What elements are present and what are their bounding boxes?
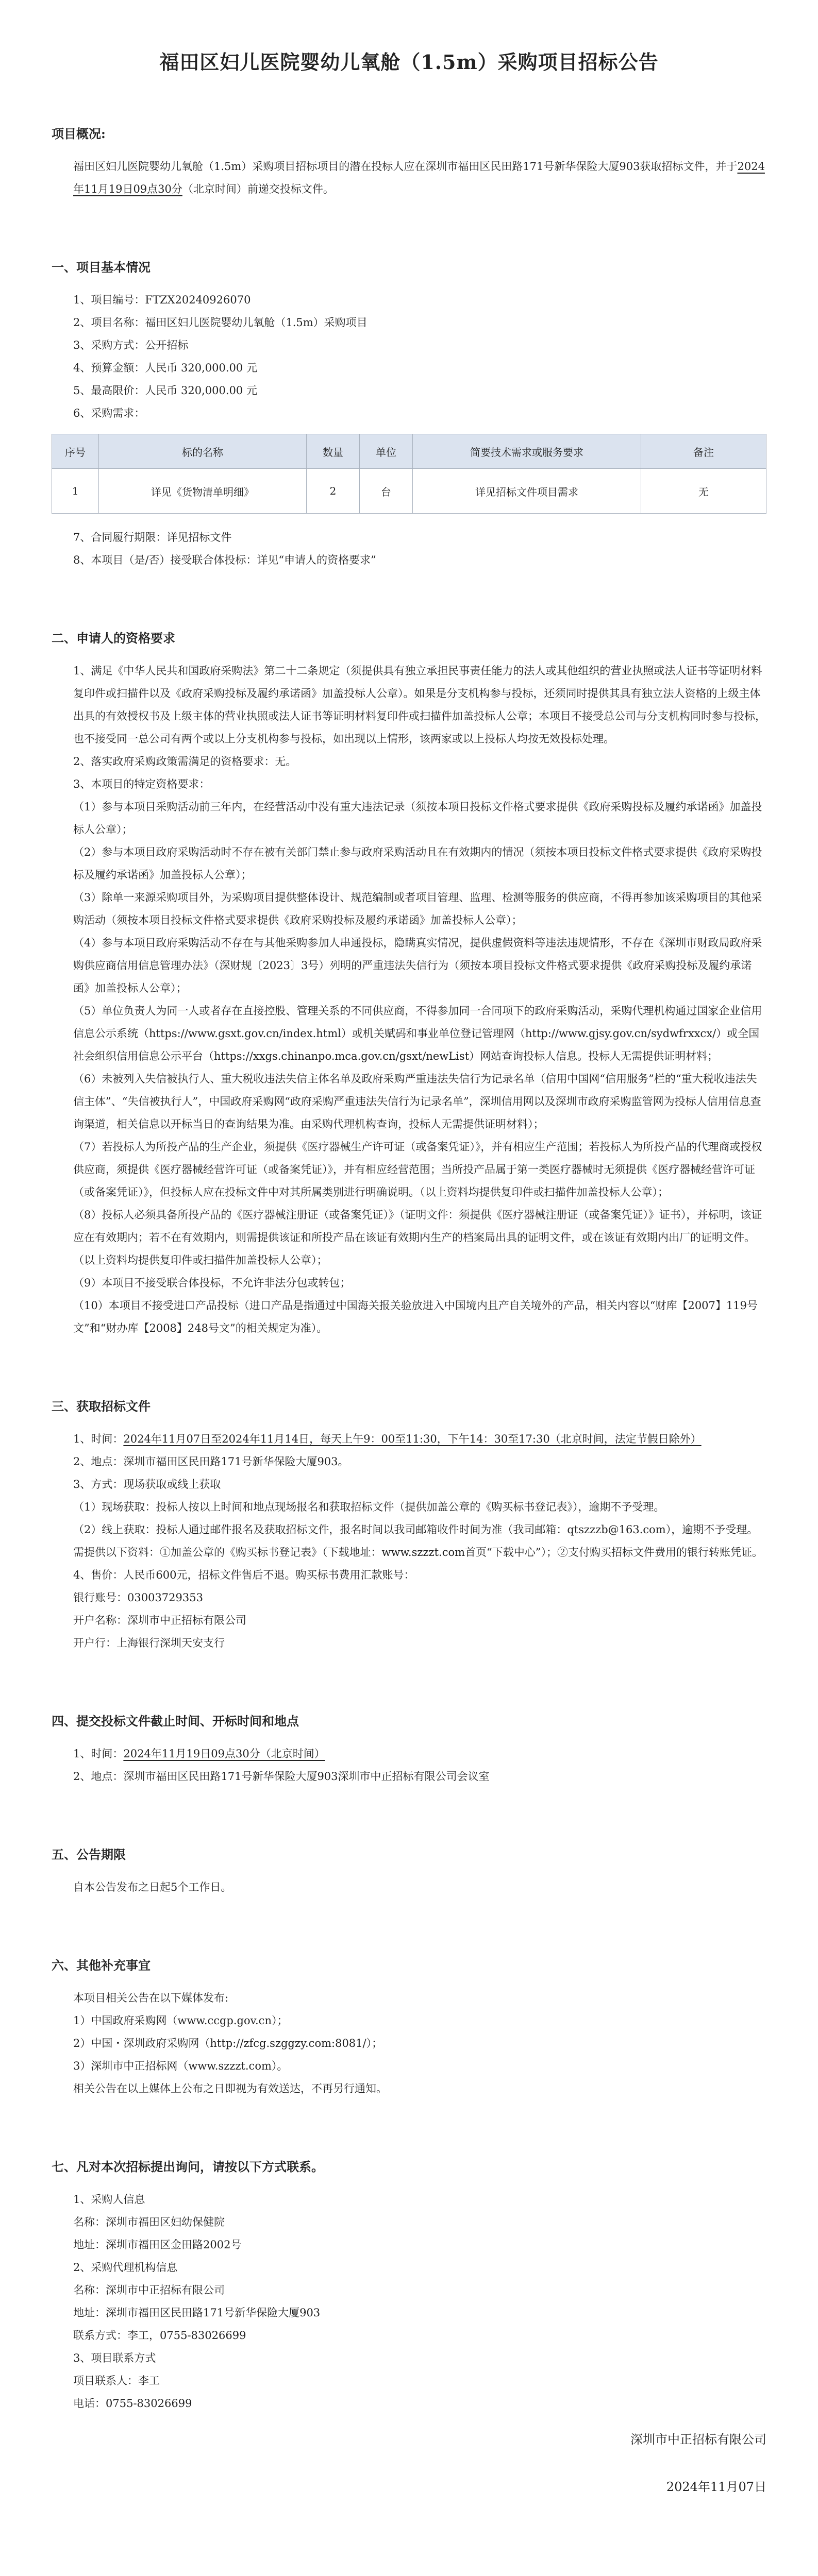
basic-item: 1、项目编号：FTZX20240926070 — [73, 294, 251, 306]
obtain-line: （2）线上获取：投标人通过邮件报名及获取招标文件，报名时间以我司邮箱收件时间为准（我司邮箱：qtszzzb@163.com），逾期不予受理。需提供以下资料：①加盖公章的《购买标书登记表》（下载地址：www.szzzt.com首页“下载中心”）；②支付购买招标文件费用的银行转账凭证。 — [73, 1523, 763, 1558]
other-line: 2）中国・深圳政府采购网（http://zfcg.szggzy.com:8081/）； — [73, 2037, 383, 2049]
requirements-table — [52, 434, 766, 514]
overview-text-1: 福田区妇儿医院婴幼儿氧舱（1.5m）采购项目招标项目的潜在投标人应在深圳市福田区民田路171号新华保险大厦903获取招标文件，并于 — [73, 160, 738, 173]
qualification-para: （8）投标人必须具备所投产品的《医疗器械注册证（或备案凭证）》（证明文件：须提供《医疗器械注册证（或备案凭证）》证书），并标明，该证应在有效期内；若不在有效期内，则需提供该证和所投产品在该证有效期内生产的档案局出具的证明文件，或在该证有效期内出厂的证明文件。（以上资料均提供复印件或扫描件加盖投标人公章）； — [73, 1209, 762, 1266]
signature-company: 深圳市中正招标有限公司 — [630, 2432, 766, 2447]
qualification-para: （4）参与本项目政府采购活动不存在与其他采购参加人串通投标，隐瞒真实情况，提供虚假资料等违法违规情形，不存在《深圳市财政局政府采购供应商信用信息管理办法》（深财规〔2023〕3号）列明的严重违法失信行为（须按本项目投标文件格式要求提供《政府采购投标及履约承诺函》加盖投标人公章）； — [73, 937, 762, 994]
qualification-para: （7）若投标人为所投产品的生产企业，须提供《医疗器械生产许可证（或备案凭证）》，并有相应生产范围；若投标人为所投产品的代理商或授权供应商，须提供《医疗器械经营许可证（或备案凭证）》，并有相应经营范围；当所投产品属于第一类医疗器械时无须提供《医疗器械经营许可证（或备案凭证）》，但投标人应在投标文件中对其所属类别进行明确说明。（以上资料均提供复印件或扫描件加盖投标人公章）； — [73, 1141, 762, 1198]
contact-line: 电话：0755-83026699 — [73, 2397, 192, 2410]
qualification-para: （9）本项目不接受联合体投标，不允许非法分包或转包； — [73, 1277, 351, 1289]
table-header: 数量 — [307, 434, 360, 469]
obtain-time-value: 2024年11月07日至2024年11月14日，每天上午9：00至11:30，下午14：30至17:30（北京时间，法定节假日除外） — [123, 1433, 702, 1445]
table-row — [52, 469, 766, 514]
other-line: 1）中国政府采购网（www.ccgp.gov.cn）； — [73, 2014, 288, 2027]
overview-section — [52, 124, 766, 200]
other-line: 相关公告在以上媒体上公布之日即视为有效送达，不再另行通知。 — [73, 2082, 387, 2095]
section-notice-period — [52, 1844, 766, 1899]
contact-line: 1、采购人信息 — [73, 2193, 145, 2206]
section-qualifications — [52, 628, 766, 1340]
section-basic-info — [52, 257, 766, 571]
notice-period-text: 自本公告发布之日起5个工作日。 — [73, 1881, 232, 1893]
bank-line: 银行账号：03003729353 — [73, 1591, 203, 1604]
submission-place: 2、地点：深圳市福田区民田路171号新华保险大厦903深圳市中正招标有限公司会议室 — [73, 1770, 490, 1783]
table-header: 单位 — [360, 434, 413, 469]
qualification-para: （2）参与本项目政府采购活动时不存在被有关部门禁止参与政府采购活动且在有效期内的情况（须按本项目投标文件格式要求提供《政府采购投标及履约承诺函》加盖投标人公章）； — [73, 846, 762, 881]
qualification-para: （6）未被列入失信被执行人、重大税收违法失信主体名单及政府采购严重违法失信行为记录名单（信用中国网“信用服务”栏的“重大税收违法失信主体”、“失信被执行人”，中国政府采购网“政府采购严重违法失信行为记录名单”，深圳信用网以及深圳市政府采购监管网为投标人信用信息查询渠道，相关信息以开标当日的查询结果为准。由采购代理机构查询，投标人无需提供证明材料）； — [73, 1073, 761, 1130]
page-title: 福田区妇儿医院婴幼儿氧舱（1.5m）采购项目招标公告 — [159, 50, 659, 74]
qualification-para: （3）除单一来源采购项目外，为采购项目提供整体设计、规范编制或者项目管理、监理、检测等服务的供应商，不得再参加该采购项目的其他采购活动（须按本项目投标文件格式要求提供《政府采购投标及履约承诺函》加盖投标人公章）； — [73, 891, 762, 926]
basic-item: 6、采购需求： — [73, 407, 145, 419]
section-2-head: 二、申请人的资格要求 — [52, 631, 175, 646]
qualification-para: 2、落实政府采购政策需满足的资格要求：无。 — [73, 755, 297, 768]
qualification-para: 3、本项目的特定资格要求： — [73, 778, 210, 790]
table-header: 备注 — [641, 434, 766, 469]
basic-item: 8、本项目（是/否）接受联合体投标：详见“申请人的资格要求” — [73, 554, 376, 566]
obtain-line: 2、地点：深圳市福田区民田路171号新华保险大厦903。 — [73, 1455, 349, 1468]
contact-line: 名称：深圳市福田区妇幼保健院 — [73, 2216, 225, 2228]
basic-item: 3、采购方式：公开招标 — [73, 339, 189, 351]
contact-line: 地址：深圳市福田区民田路171号新华保险大厦903 — [73, 2307, 321, 2319]
table-cell: 1 — [52, 469, 99, 514]
section-5-head: 五、公告期限 — [52, 1847, 126, 1862]
contact-line: 3、项目联系方式 — [73, 2352, 156, 2364]
submission-time-label: 1、时间： — [73, 1748, 124, 1760]
section-contact — [52, 2157, 766, 2415]
bank-line: 开户名称：深圳市中正招标有限公司 — [73, 1614, 246, 1626]
contact-line: 项目联系人：李工 — [73, 2375, 160, 2387]
bank-line: 开户行：上海银行深圳天安支行 — [73, 1637, 225, 1649]
contact-line: 2、采购代理机构信息 — [73, 2261, 178, 2274]
section-obtain-docs — [52, 1396, 766, 1654]
table-cell: 详见招标文件项目需求 — [413, 469, 641, 514]
table-cell: 台 — [360, 469, 413, 514]
contact-line: 名称：深圳市中正招标有限公司 — [73, 2284, 225, 2296]
obtain-time-label: 1、时间： — [73, 1433, 124, 1445]
table-header: 序号 — [52, 434, 99, 469]
basic-item: 5、最高限价：人民币 320,000.00 元 — [73, 384, 257, 397]
other-line: 3）深圳市中正招标网（www.szzzt.com）。 — [73, 2060, 288, 2072]
section-other — [52, 1955, 766, 2100]
section-7-head: 七、凡对本次招标提出询问，请按以下方式联系。 — [52, 2159, 324, 2174]
table-cell: 2 — [307, 469, 360, 514]
table-cell: 无 — [641, 469, 766, 514]
other-line: 本项目相关公告在以下媒体发布: — [73, 1992, 229, 2004]
obtain-line: （1）现场获取：投标人按以上时间和地点现场报名和获取招标文件（提供加盖公章的《购买标书登记表》），逾期不予受理。 — [73, 1501, 665, 1513]
qualification-para: 1、满足《中华人民共和国政府采购法》第二十二条规定（须提供具有独立承担民事责任能力的法人或其他组织的营业执照或法人证书等证明材料复印件或扫描件以及《政府采购投标及履约承诺函》加盖投标人公章）。如果是分支机构参与投标，还须同时提供其具有独立法人资格的上级主体出具的有效授权书及上级主体的营业执照或法人证书等证明材料复印件或扫描件加盖投标人公章；本项目不接受总公司与分支机构同时参与投标，也不接受同一总公司有两个或以上分支机构参与投标，如出现以上情形，该两家或以上投标人均按无效投标处理。 — [73, 665, 766, 745]
section-1-head: 一、项目基本情况 — [52, 260, 151, 275]
obtain-time — [52, 1428, 766, 1450]
contact-line: 联系方式：李工，0755-83026699 — [73, 2329, 246, 2342]
overview-text — [52, 155, 766, 200]
submission-time-value: 2024年11月19日09点30分（北京时间） — [123, 1748, 325, 1760]
basic-item: 7、合同履行期限：详见招标文件 — [73, 531, 232, 544]
document — [52, 46, 766, 2501]
overview-head: 项目概况: — [52, 126, 106, 141]
contact-line: 地址：深圳市福田区金田路2002号 — [73, 2239, 242, 2251]
overview-text-2: （北京时间）前递交投标文件。 — [182, 183, 334, 195]
obtain-line: 3、方式：现场获取或线上获取 — [73, 1478, 221, 1490]
basic-item: 2、项目名称：福田区妇儿医院婴幼儿氧舱（1.5m）采购项目 — [73, 316, 368, 329]
qualification-para: （5）单位负责人为同一人或者存在直接控股、管理关系的不同供应商，不得参加同一合同项下的政府采购活动，采购代理机构通过国家企业信用信息公示系统（https://www.gsxt.gov.cn/index.html）或机关赋码和事业单位登记管理网（http://www.gjsy.gov.cn/sydwfrxxcx/）或全国社会组织信用信息公示平台（https://xxgs.chinanpo.mca.gov.cn/gsxt/newList）网站查询投标人信息。投标人无需提供证明材料； — [73, 1005, 762, 1062]
qualification-para: （10）本项目不接受进口产品投标（进口产品是指通过中国海关报关验放进入中国境内且产自关境外的产品，相关内容以“财库【2007】119号文”和“财办库【2008】248号文”的相关规定为准）。 — [73, 1299, 758, 1334]
table-header: 标的名称 — [99, 434, 307, 469]
section-3-head: 三、获取招标文件 — [52, 1399, 151, 1414]
table-cell: 详见《货物清单明细》 — [99, 469, 307, 514]
overview-deadline: 2024年11月19日09点30分 — [73, 160, 765, 195]
section-submission — [52, 1711, 766, 1788]
basic-item: 4、预算金额：人民币 320,000.00 元 — [73, 362, 257, 374]
obtain-line: 4、售价：人民币600元，招标文件售后不退。购买标书费用汇款账号： — [73, 1569, 415, 1581]
section-6-head: 六、其他补充事宜 — [52, 1958, 151, 1973]
table-header-row — [52, 434, 766, 469]
section-4-head: 四、提交投标文件截止时间、开标时间和地点 — [52, 1714, 299, 1728]
qualification-para: （1）参与本项目采购活动前三年内，在经营活动中没有重大违法记录（须按本项目投标文件格式要求提供《政府采购投标及履约承诺函》加盖投标人公章）； — [73, 801, 762, 836]
submission-time — [52, 1742, 766, 1765]
signature-date: 2024年11月07日 — [666, 2480, 766, 2494]
table-header: 简要技术需求或服务要求 — [413, 434, 641, 469]
